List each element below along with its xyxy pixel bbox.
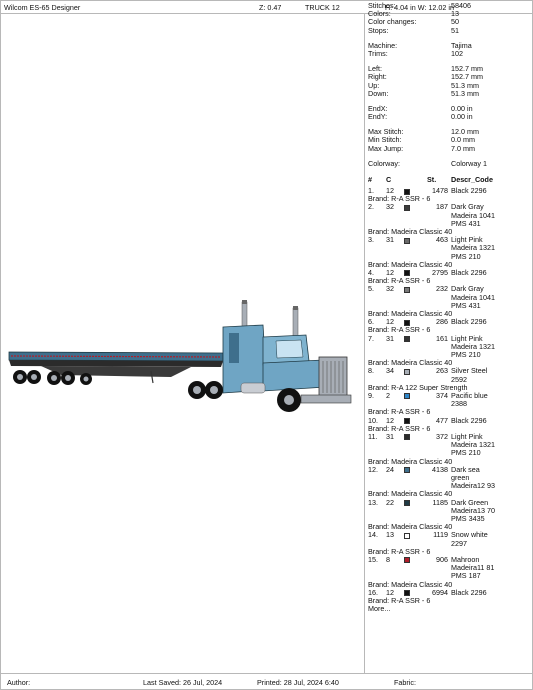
stitch-count: 187 <box>436 202 448 212</box>
color-swatch <box>404 238 410 244</box>
thread-code: 31 <box>386 333 394 343</box>
stop-number: 2. <box>368 202 374 212</box>
endx-value: 0.00 in <box>451 103 473 113</box>
thread-description-line: Black 2296 <box>451 186 487 195</box>
color-stop-row <box>368 187 530 195</box>
max-jump-label: Max Jump: <box>368 143 404 153</box>
thread-description <box>451 556 494 581</box>
color-swatch <box>404 369 410 375</box>
thread-description <box>451 335 495 360</box>
colorway-value: Colorway 1 <box>451 158 487 168</box>
thread-description <box>451 269 487 277</box>
color-swatch <box>404 287 410 293</box>
printed-date: Printed: 28 Jul, 2024 6:40 <box>257 678 339 687</box>
stitch-count: 1185 <box>432 497 448 507</box>
col-code-header: C <box>386 175 392 184</box>
thread-description-line: PMS 210 <box>451 349 481 359</box>
left-value: 152.7 mm <box>451 64 483 74</box>
thread-description-line: PMS 3435 <box>451 513 485 523</box>
thread-description-line: Dark Gray <box>451 284 484 294</box>
thread-brand: Brand: R-A SSR - 6 <box>368 595 431 605</box>
thread-description <box>451 285 495 310</box>
thread-description-line: Madeira 1321 <box>451 440 495 450</box>
stitch-count: 2795 <box>432 267 448 277</box>
color-stop-row <box>368 367 530 383</box>
thread-brand: Brand: R-A SSR - 6 <box>368 276 431 286</box>
thread-description <box>451 417 487 425</box>
color-stop-row <box>368 433 530 458</box>
thread-brand: Brand: Madeira Classic 40 <box>368 456 453 466</box>
app-title: Wilcom ES-65 Designer <box>4 3 81 12</box>
thread-description-line: PMS 187 <box>451 571 481 581</box>
thread-description-line: Madeira 1041 <box>451 292 495 302</box>
stitches-value: 58406 <box>451 1 471 10</box>
truck-embroidery-image <box>1 15 363 672</box>
thread-description-line: Silver Steel <box>451 366 488 376</box>
thread-description <box>451 466 495 491</box>
color-swatch <box>404 205 410 211</box>
color-swatch <box>404 500 410 506</box>
colorway-label: Colorway: <box>368 158 400 168</box>
stops-table-header <box>368 175 530 184</box>
min-stitch-label: Min Stitch: <box>368 135 402 145</box>
color-swatch <box>404 434 410 440</box>
color-stop-row <box>368 417 530 425</box>
thread-description-line: Pacific blue <box>451 390 488 400</box>
thread-code: 2 <box>386 390 390 400</box>
stitch-count: 463 <box>436 235 448 245</box>
thread-description <box>451 433 495 458</box>
thread-description-line: PMS 210 <box>451 448 481 458</box>
author-label: Author: <box>7 678 31 687</box>
stop-number: 9. <box>368 390 374 400</box>
color-changes-label: Color changes: <box>368 17 417 27</box>
thread-description <box>451 236 495 261</box>
thread-description-line: Mahroon <box>451 554 480 564</box>
thread-description <box>451 187 487 195</box>
thread-description-line: 2297 <box>451 538 467 548</box>
endy-label: EndY: <box>368 112 388 122</box>
stop-number: 3. <box>368 235 374 245</box>
stop-number: 5. <box>368 284 374 294</box>
max-jump-value: 7.0 mm <box>451 143 475 153</box>
stitch-count: 161 <box>436 333 448 343</box>
color-swatch <box>404 557 410 563</box>
color-stop-row <box>368 589 530 597</box>
thread-code: 12 <box>386 186 394 195</box>
colors-label: Colors: <box>368 9 391 19</box>
stitch-count: 286 <box>436 317 448 327</box>
thread-description <box>451 589 487 597</box>
thread-brand: Brand: Madeira Classic 40 <box>368 579 453 589</box>
fabric-label: Fabric: <box>394 678 416 687</box>
stops-label: Stops: <box>368 25 389 35</box>
colors-value: 13 <box>451 9 459 19</box>
thread-description <box>451 367 487 383</box>
thread-code: 32 <box>386 202 394 212</box>
thread-code: 13 <box>386 530 394 540</box>
stop-number: 1. <box>368 186 374 195</box>
color-changes-value: 50 <box>451 17 459 27</box>
more-link: More... <box>368 604 391 614</box>
thread-description-line: Light Pink <box>451 235 483 245</box>
color-stop-row <box>368 466 530 491</box>
stop-number: 13. <box>368 497 378 507</box>
color-stop-row <box>368 556 530 581</box>
right-value: 152.7 mm <box>451 72 483 82</box>
stop-number: 12. <box>368 464 378 474</box>
endy-value: 0.00 in <box>451 112 473 122</box>
thread-code: 34 <box>386 366 394 376</box>
thread-description-line: Dark Green <box>451 497 489 507</box>
color-stop-row <box>368 203 530 228</box>
color-swatch <box>404 320 410 326</box>
stop-number: 7. <box>368 333 374 343</box>
stop-number: 10. <box>368 415 378 425</box>
design-preview <box>1 15 363 672</box>
thread-description-line: Black 2296 <box>451 317 487 327</box>
stitch-count: 4138 <box>432 464 448 474</box>
zoom-level: Z: 0.47 <box>259 3 282 12</box>
design-info-panel <box>368 2 530 613</box>
thread-description <box>451 531 488 547</box>
color-swatch <box>404 393 410 399</box>
color-stop-row <box>368 318 530 326</box>
thread-code: 24 <box>386 464 394 474</box>
stop-number: 4. <box>368 267 374 277</box>
stops-value: 51 <box>451 25 459 35</box>
thread-code: 8 <box>386 554 390 564</box>
thread-description-line: Snow white <box>451 530 488 540</box>
color-stop-row <box>368 499 530 524</box>
thread-description <box>451 392 488 408</box>
stop-number: 8. <box>368 366 374 376</box>
color-swatch <box>404 336 410 342</box>
col-desc-header: Descr_Code <box>451 175 493 184</box>
stitch-count: 374 <box>436 390 448 400</box>
thread-description <box>451 203 495 228</box>
stop-number: 14. <box>368 530 378 540</box>
thread-description-line: 2592 <box>451 374 467 384</box>
col-stitches-header: St. <box>427 175 437 184</box>
thread-brand: Brand: Madeira Classic 40 <box>368 259 453 269</box>
stitch-count: 232 <box>436 284 448 294</box>
thread-brand: Brand: Madeira Classic 40 <box>368 358 453 368</box>
thread-brand: Brand: Madeira Classic 40 <box>368 308 453 318</box>
color-stop-row <box>368 285 530 310</box>
color-swatch <box>404 418 410 424</box>
thread-code: 12 <box>386 317 394 327</box>
up-value: 51.3 mm <box>451 80 479 90</box>
color-swatch <box>404 533 410 539</box>
color-swatch <box>404 270 410 276</box>
color-swatch <box>404 189 410 195</box>
color-stop-row <box>368 392 530 408</box>
thread-brand: Brand: R-A SSR - 6 <box>368 325 431 335</box>
thread-description-line: green <box>451 472 470 482</box>
thread-description-line: Madeira12 93 <box>451 481 495 491</box>
stitch-count: 263 <box>436 366 448 376</box>
down-label: Down: <box>368 88 389 98</box>
thread-description-line: Madeira11 81 <box>451 563 495 573</box>
thread-code: 31 <box>386 235 394 245</box>
thread-description-line: PMS 431 <box>451 300 481 310</box>
color-stop-row <box>368 335 530 360</box>
color-stop-row <box>368 531 530 547</box>
design-name: TRUCK 12 <box>305 3 340 12</box>
machine-label: Machine: <box>368 40 398 50</box>
thread-brand: Brand: R-A SSR - 6 <box>368 194 431 204</box>
thread-description-line: 2388 <box>451 399 467 409</box>
thread-description-line: PMS 431 <box>451 218 481 228</box>
thread-description <box>451 318 487 326</box>
min-stitch-value: 0.0 mm <box>451 135 475 145</box>
thread-brand: Brand: R-A SSR - 6 <box>368 407 431 417</box>
machine-value: Tajima <box>451 40 472 50</box>
thread-description-line: Black 2296 <box>451 415 487 425</box>
thread-description <box>451 499 495 524</box>
color-stops-list <box>368 187 530 605</box>
stitches-label: Stitches: <box>368 1 396 10</box>
trims-label: Trims: <box>368 48 388 58</box>
thread-code: 32 <box>386 284 394 294</box>
thread-description-line: Dark sea <box>451 464 480 474</box>
thread-code: 12 <box>386 415 394 425</box>
footer-bar <box>0 673 533 690</box>
max-stitch-value: 12.0 mm <box>451 127 479 137</box>
stitch-count: 1478 <box>432 186 448 195</box>
color-swatch <box>404 590 410 596</box>
max-stitch-label: Max Stitch: <box>368 127 404 137</box>
stitch-count: 477 <box>436 415 448 425</box>
col-num-header: # <box>368 175 372 184</box>
endx-label: EndX: <box>368 103 388 113</box>
stop-number: 16. <box>368 587 378 597</box>
trims-value: 102 <box>451 48 463 58</box>
thread-brand: Brand: R-A SSR - 6 <box>368 423 431 433</box>
thread-brand: Brand: Madeira Classic 40 <box>368 522 453 532</box>
color-stop-row <box>368 269 530 277</box>
last-saved: Last Saved: 26 Jul, 2024 <box>143 678 223 687</box>
thread-description-line: Dark Gray <box>451 202 484 212</box>
thread-description-line: Light Pink <box>451 333 483 343</box>
down-value: 51.3 mm <box>451 88 479 98</box>
thread-code: 12 <box>386 587 394 597</box>
thread-description-line: Light Pink <box>451 431 483 441</box>
thread-code: 12 <box>386 267 394 277</box>
stop-number: 15. <box>368 554 378 564</box>
thread-brand: Brand: Madeira Classic 40 <box>368 489 453 499</box>
thread-description-line: Madeira13 70 <box>451 505 495 515</box>
stop-number: 6. <box>368 317 374 327</box>
thread-description-line: Madeira 1321 <box>451 243 495 253</box>
stitch-count: 906 <box>436 554 448 564</box>
stop-number: 11. <box>368 431 378 441</box>
color-stop-row <box>368 236 530 261</box>
design-size: H: 4.04 in W: 12.02 in <box>385 3 454 12</box>
panel-divider <box>364 14 365 673</box>
right-label: Right: <box>368 72 387 82</box>
thread-brand: Brand: Madeira Classic 40 <box>368 226 453 236</box>
thread-description-line: Madeira 1321 <box>451 341 495 351</box>
thread-brand: Brand: R-A 122 Super Strength <box>368 382 468 392</box>
stitch-count: 6994 <box>432 587 448 597</box>
thread-description-line: Madeira 1041 <box>451 210 495 220</box>
up-label: Up: <box>368 80 380 90</box>
thread-code: 31 <box>386 431 394 441</box>
stitch-count: 372 <box>436 431 448 441</box>
left-label: Left: <box>368 64 382 74</box>
thread-brand: Brand: R-A SSR - 6 <box>368 546 431 556</box>
stitch-count: 1119 <box>433 530 448 540</box>
thread-description-line: Black 2296 <box>451 587 487 597</box>
thread-description-line: Black 2296 <box>451 267 487 277</box>
thread-description-line: PMS 210 <box>451 251 481 261</box>
color-swatch <box>404 467 410 473</box>
thread-code: 22 <box>386 497 394 507</box>
